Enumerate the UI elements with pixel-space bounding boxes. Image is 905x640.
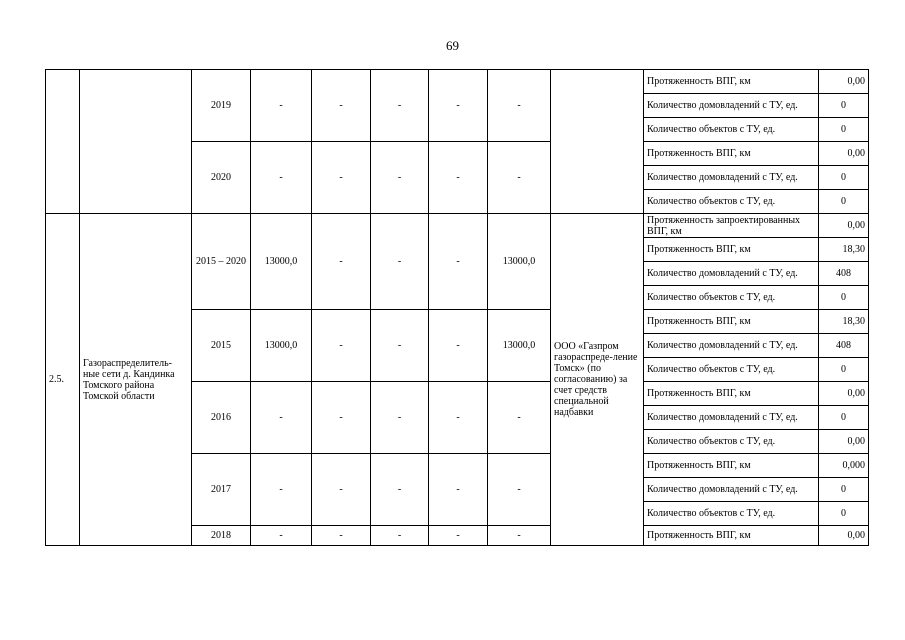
indicator-value: 0: [819, 406, 869, 430]
table-row: [46, 214, 869, 238]
value-cell: -: [371, 454, 429, 526]
value-cell: -: [371, 382, 429, 454]
value-cell: -: [429, 310, 488, 382]
indicator-label: Протяженность ВПГ, км: [644, 310, 819, 334]
indicator-label: Количество домовладений с ТУ, ед.: [644, 478, 819, 502]
year-cell: 2015 – 2020: [192, 214, 251, 310]
value-cell: -: [251, 382, 312, 454]
indicator-label: Протяженность ВПГ, км: [644, 454, 819, 478]
indicator-value: 0,00: [819, 382, 869, 406]
indicator-value: 0,00: [819, 526, 869, 546]
indicator-value: 0: [819, 118, 869, 142]
indicator-value: 0: [819, 166, 869, 190]
indicator-value: 0,00: [819, 142, 869, 166]
indicator-value: 0,00: [819, 214, 869, 238]
value-cell: -: [429, 382, 488, 454]
indicator-value: 0,00: [819, 430, 869, 454]
indicator-label: Количество объектов с ТУ, ед.: [644, 502, 819, 526]
value-cell: -: [488, 382, 551, 454]
executor-cell: [551, 70, 644, 214]
value-cell: 13000,0: [251, 214, 312, 310]
value-cell: -: [488, 526, 551, 546]
indicator-label: Количество объектов с ТУ, ед.: [644, 358, 819, 382]
value-cell: -: [429, 214, 488, 310]
name-cell: [80, 70, 192, 214]
value-cell: -: [429, 70, 488, 142]
year-cell: 2015: [192, 310, 251, 382]
value-cell: -: [371, 526, 429, 546]
indicator-label: Количество домовладений с ТУ, ед.: [644, 166, 819, 190]
indicator-value: 0: [819, 478, 869, 502]
indicator-label: Протяженность ВПГ, км: [644, 526, 819, 546]
value-cell: -: [429, 142, 488, 214]
value-cell: -: [251, 526, 312, 546]
value-cell: -: [429, 526, 488, 546]
value-cell: 13000,0: [488, 310, 551, 382]
value-cell: -: [312, 310, 371, 382]
indicator-value: 0,000: [819, 454, 869, 478]
indicator-value: 0: [819, 502, 869, 526]
indicator-label: Количество домовладений с ТУ, ед.: [644, 406, 819, 430]
value-cell: -: [312, 454, 371, 526]
value-cell: -: [371, 214, 429, 310]
indicator-label: Протяженность ВПГ, км: [644, 142, 819, 166]
executor: ООО «Газпром газораспреде-ление Томск» (по согласованию) за счет средств специальной надбавки: [551, 214, 644, 546]
year-cell: 2019: [192, 70, 251, 142]
value-cell: -: [312, 142, 371, 214]
value-cell: 13000,0: [488, 214, 551, 310]
value-cell: -: [371, 70, 429, 142]
table-row: [46, 70, 869, 94]
indicator-label: Количество домовладений с ТУ, ед.: [644, 262, 819, 286]
indicator-label: Протяженность запроектированных ВПГ, км: [644, 214, 819, 238]
value-cell: -: [251, 142, 312, 214]
value-cell: -: [312, 70, 371, 142]
year-cell: 2016: [192, 382, 251, 454]
object-name: Газораспределитель-ные сети д. Кандинка Томского района Томской области: [80, 214, 192, 546]
value-cell: -: [312, 526, 371, 546]
program-table: [45, 69, 869, 546]
num-cell: [46, 70, 80, 214]
indicator-value: 408: [819, 334, 869, 358]
value-cell: -: [371, 310, 429, 382]
value-cell: -: [371, 142, 429, 214]
year-cell: 2020: [192, 142, 251, 214]
value-cell: -: [429, 454, 488, 526]
indicator-value: 0,00: [819, 70, 869, 94]
indicator-value: 0: [819, 190, 869, 214]
indicator-label: Протяженность ВПГ, км: [644, 238, 819, 262]
indicator-value: 0: [819, 286, 869, 310]
indicator-value: 0: [819, 358, 869, 382]
indicator-value: 18,30: [819, 310, 869, 334]
indicator-label: Количество объектов с ТУ, ед.: [644, 286, 819, 310]
indicator-value: 408: [819, 262, 869, 286]
year-cell: 2017: [192, 454, 251, 526]
indicator-label: Количество домовладений с ТУ, ед.: [644, 94, 819, 118]
value-cell: -: [251, 70, 312, 142]
value-cell: 13000,0: [251, 310, 312, 382]
value-cell: -: [488, 70, 551, 142]
page-number: 69: [446, 38, 459, 53]
indicator-label: Количество домовладений с ТУ, ед.: [644, 334, 819, 358]
value-cell: -: [312, 214, 371, 310]
indicator-label: Количество объектов с ТУ, ед.: [644, 430, 819, 454]
value-cell: -: [488, 142, 551, 214]
indicator-value: 0: [819, 94, 869, 118]
indicator-label: Протяженность ВПГ, км: [644, 70, 819, 94]
indicator-label: Количество объектов с ТУ, ед.: [644, 118, 819, 142]
value-cell: -: [488, 454, 551, 526]
indicator-value: 18,30: [819, 238, 869, 262]
value-cell: -: [251, 454, 312, 526]
indicator-label: Количество объектов с ТУ, ед.: [644, 190, 819, 214]
item-number: 2.5.: [46, 214, 80, 546]
value-cell: -: [312, 382, 371, 454]
indicator-label: Протяженность ВПГ, км: [644, 382, 819, 406]
year-cell: 2018: [192, 526, 251, 546]
